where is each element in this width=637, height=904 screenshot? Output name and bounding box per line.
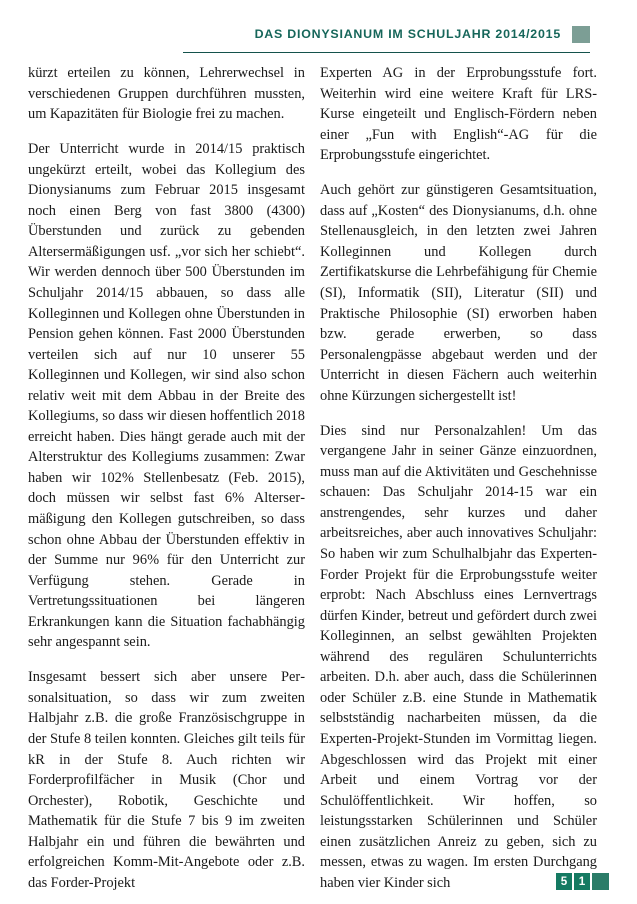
right-column [320, 63, 597, 891]
paragraph: Der Unterricht wurde in 2014/15 praktisch ungekürzt erteilt, wobei das Kollegium des Dionysianums zum Februar 2015 insgesamt noch einen Berg von fast 3800 (4300) Überstunden und zurück zu gebenden Altersermäßigungen usf. „vor sich her schiebt“. Wir werden dennoch über 500 Überstunden im Schuljahr 2014/15 abbauen, so dass alle Kolleginnen und Kollegen ohne Überstunden in Pension gehen können. Fast 2000 Überstunden verteilen sich auf nur 10 unserer 55 Kolleginnen und Kollegen, wir sind also schon relativ weit mit dem Abbau in der Breite des Kollegiums, so dass wir diesen hoffentlich 2018 erreicht haben. Dies hängt gerade auch mit der Alterstruktur des Kollegiums zusammen: Zwar haben wir 102% Stellenbesatz (Feb. 2015), doch müssen wir selbst fast 6% Altersermäßigung den Kollegen gutschreiben, so dass schon ohne Abbau der Überstunden effektiv in der Summe nur 96% für den Unterricht zur Verfügung stehen. Gerade in Vertretungssituationen bei längeren Erkrankungen kann die Situation fachabhängig sehr angespannt sein. [28, 141, 305, 651]
paragraph: Experten AG in der Erprobungsstufe fort. Weiterhin wird eine weitere Kraft für LRS-Kurse eingeteilt und Englisch-Fördern neben einer „Fun with English“-AG für die Erprobungsstufe eingerichtet. [320, 65, 597, 164]
page-title: DAS DIONYSIANUM IM SCHULJAHR 2014/2015 [254, 27, 561, 42]
page-number-footer [556, 873, 609, 890]
paragraph: Insgesamt bessert sich aber unsere Personalsituation, so dass wir zum zweiten Halbjahr z.B. die große Französischgruppe in der Stufe 8 teilen konnten. Gleiches gilt teils für kR in der Stufe 8. Auch richten wir Forderprofilfächer in Musik (Chor und Orchester), Robotik, Geschichte und Mathematik für die Stufe 7 bis 9 im zweiten Halbjahr ein und führen die bewährten und erfolgreichen Komm-Mit-Angebote oder z.B. das Forder-Projekt [28, 669, 305, 891]
header-divider [183, 52, 590, 53]
header-square-decoration [572, 26, 590, 43]
header-row [183, 22, 590, 47]
running-header [183, 22, 590, 56]
page-number-digit-1: 5 [556, 873, 572, 890]
paragraph: kürzt erteilen zu können, Lehrerwechsel in verschiedenen Gruppen durchführen mussten, um Kapazitäten für Biologie frei zu machen. [28, 65, 305, 123]
paragraph: Dies sind nur Personalzahlen! Um das vergangene Jahr in seiner Gänze einzuordnen, muss man auf die Aktivitäten und Geschehnisse schauen: Das Schuljahr 2014-15 war ein anstrengendes, sehr kurzes und daher arbeitsreiches, aber auch innovatives Schuljahr: So haben wir zum Schulhalbjahr das Experten-Forder Projekt für die Erprobungsstufe weiter erprobt: Nach Abschluss eines Lernvertrags dürfen Kinder, betreut und gefördert durch zwei Kolleginnen, an selbst gewählten Projekten während des regulären Schulunterrichts arbeiten. D.h. aber auch, dass die Schülerinnen oder Schüler z.B. eine Stunde in Mathematik selbstständig nacharbeiten müssen, da die Experten-Projekt-Stunden im Vormittag liegen. Abgeschlossen wird das Projekt mit einer Arbeit und einem Vortrag vor der Schulöffentlichkeit. Wir hoffen, so leistungsstarken Schülerinnen und Schüler einen zusätzlichen Anreiz zu geben, sich zu messen, etwas zu wagen. Im ersten Durchgang haben vier Kinder sich [320, 422, 597, 891]
page-number-digit-2: 1 [574, 873, 590, 890]
body-columns [28, 63, 610, 891]
left-column [28, 63, 305, 891]
page-number-decoration [592, 873, 609, 890]
paragraph: Auch gehört zur günstigeren Gesamtsituation, dass auf „Kosten“ des Dionysianums, d.h. ohne Stellenausgleich, in den letzten zwei Jahren Kolleginnen und Kollegen durch Zertifikatskurse die Lehrbefähigung für Chemie (SI), Informatik (SII), Literatur (SII) und Praktische Philosophie (SI) erworben haben bzw. gerade erwerben, so dass Personalengpässe abgebaut werden und der Unterricht in diesen Fächern auch weiterhin ohne Kürzungen sichergestellt ist! [320, 182, 597, 404]
